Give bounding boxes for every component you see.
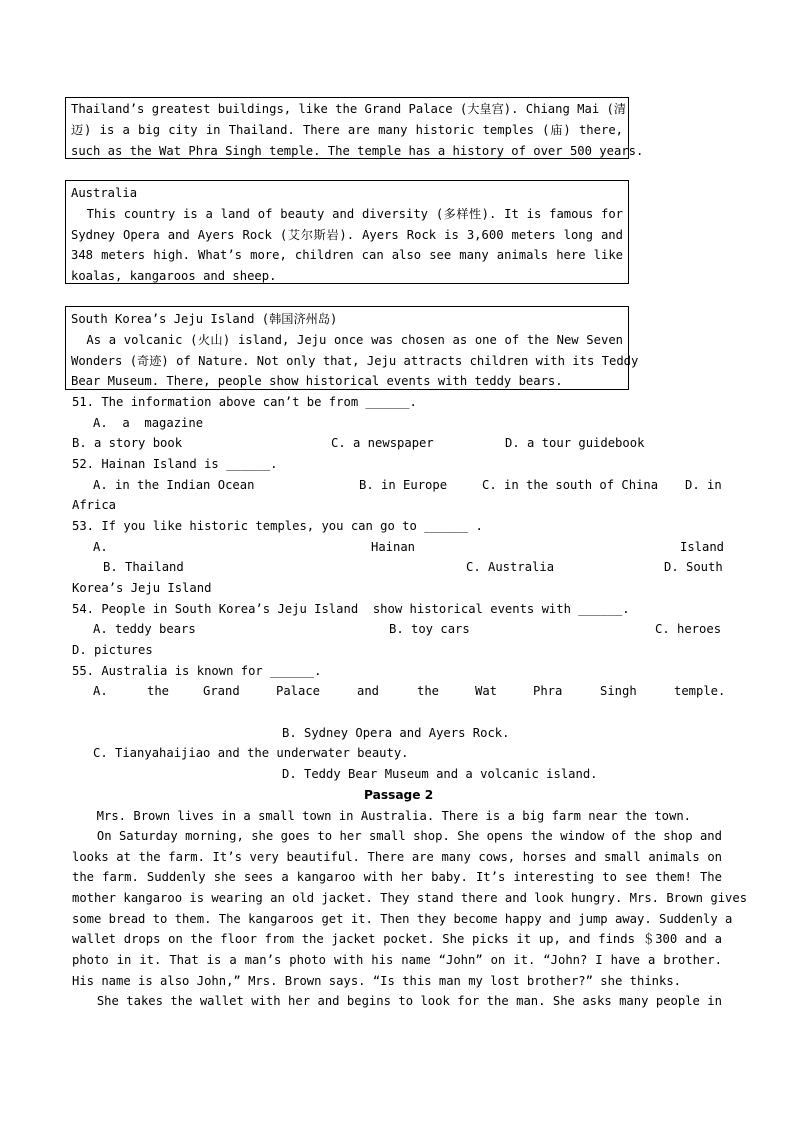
jeju-line-2: Wonders (奇迹) of Nature. Not only that, Jeju attracts children with its Teddy — [71, 354, 639, 368]
q54-option-c: C. heroes — [655, 622, 722, 636]
jeju-title: South Korea’s Jeju Island (韩国济州岛) — [71, 312, 338, 326]
q51-option-c: C. a newspaper — [331, 436, 434, 450]
jeju-line-3: Bear Museum. There, people show historical events with teddy bears. — [71, 374, 563, 388]
australia-title: Australia — [71, 186, 138, 200]
q52-option-c: C. in the south of China — [482, 478, 659, 492]
passage2-line: mother kangaroo is wearing an old jacket. They stand there and look hungry. Mrs. Brown gives — [72, 891, 748, 905]
q53-option-c: C. Australia — [466, 560, 555, 574]
q53-option-d: D. South — [664, 560, 723, 574]
passage2-line: some bread to them. The kangaroos get it. Then they become happy and jump away. Suddenly a — [72, 912, 733, 926]
q55-option-a-word: and — [357, 684, 380, 698]
jeju-line-1: As a volcanic (火山) island, Jeju once was chosen as one of the New Seven — [71, 333, 623, 347]
q54-option-b: B. toy cars — [389, 622, 470, 636]
q54-stem: 54. People in South Korea’s Jeju Island show historical events with ______. — [72, 602, 630, 616]
thailand-info-box — [65, 97, 644, 159]
q55-option-a-word: Grand — [203, 684, 240, 698]
passage2-line: photo in it. That is a man’s photo with his name “John” on it. “John? I have a brother. — [72, 953, 722, 967]
q55-option-a-word: Palace — [276, 684, 321, 698]
q55-option-a-word: Wat — [475, 684, 498, 698]
q53-option-a-label: A. — [93, 540, 108, 554]
q52-stem: 52. Hainan Island is ______. — [72, 457, 278, 471]
q52-option-a: A. in the Indian Ocean — [93, 478, 255, 492]
q55-option-a-word: temple. — [674, 684, 726, 698]
q55-option-a-word: the — [147, 684, 170, 698]
passage2-line: On Saturday morning, she goes to her small shop. She opens the window of the shop and — [82, 829, 722, 843]
q52-option-b: B. in Europe — [359, 478, 448, 492]
q54-option-d: D. pictures — [72, 643, 153, 657]
q55-option-b: B. Sydney Opera and Ayers Rock. — [282, 726, 510, 740]
australia-line-2: Sydney Opera and Ayers Rock (艾尔斯岩). Ayers Rock is 3,600 meters long and — [71, 228, 623, 242]
q55-option-a-word: A. — [93, 684, 108, 698]
passage2-heading: Passage 2 — [364, 788, 434, 802]
q54-option-a: A. teddy bears — [93, 622, 196, 636]
australia-line-3: 348 meters high. What’s more, children can also see many animals here like — [71, 248, 623, 262]
q55-stem: 55. Australia is known for ______. — [72, 664, 322, 678]
q55-option-d: D. Teddy Bear Museum and a volcanic island. — [282, 767, 598, 781]
q52-option-d: D. in — [685, 478, 722, 492]
q51-option-b: B. a story book — [72, 436, 183, 450]
q53-option-b: B. Thailand — [103, 560, 184, 574]
jeju-info-box — [65, 306, 639, 390]
q52-option-d-continued: Africa — [72, 498, 117, 512]
passage2-line: the farm. Suddenly she sees a kangaroo with her baby. It’s interesting to see them! The — [72, 870, 722, 884]
australia-line-4: koalas, kangaroos and sheep. — [71, 269, 277, 283]
thailand-line-1: Thailand’s greatest buildings, like the Grand Palace (大皇宫). Chiang Mai (清 — [71, 102, 627, 116]
q51-option-d: D. a tour guidebook — [505, 436, 645, 450]
passage2-line: Mrs. Brown lives in a small town in Australia. There is a big farm near the town. — [82, 809, 692, 823]
q55-option-a-word: Singh — [600, 684, 637, 698]
passage2-line: She takes the wallet with her and begins to look for the man. She asks many people in — [82, 994, 722, 1008]
q55-option-a-word: Phra — [533, 684, 563, 698]
passage2-line: His name is also John,” Mrs. Brown says. “Is this man my lost brother?” she thinks. — [72, 974, 682, 988]
q53-option-d-continued: Korea’s Jeju Island — [72, 581, 212, 595]
q55-option-a-word: the — [417, 684, 440, 698]
thailand-line-2: 迈) is a big city in Thailand. There are many historic temples (庙) there, — [71, 123, 623, 137]
australia-line-1: This country is a land of beauty and diversity (多样性). It is famous for — [71, 207, 623, 221]
q53-option-a-word-2: Island — [680, 540, 725, 554]
q55-option-c: C. Tianyahaijiao and the underwater beauty. — [93, 746, 409, 760]
thailand-line-3: such as the Wat Phra Singh temple. The temple has a history of over 500 years. — [71, 144, 644, 158]
q51-stem: 51. The information above can’t be from ______. — [72, 395, 417, 409]
australia-info-box — [65, 180, 629, 284]
q53-stem: 53. If you like historic temples, you can go to ______ . — [72, 519, 483, 533]
q53-option-a-word-1: Hainan — [371, 540, 416, 554]
passage2-line: looks at the farm. It’s very beautiful. There are many cows, horses and small animals on — [72, 850, 722, 864]
q51-option-a: A. a magazine — [93, 416, 204, 430]
passage2-line: wallet drops on the floor from the jacket pocket. She picks it up, and finds ＄300 and a — [72, 932, 722, 946]
